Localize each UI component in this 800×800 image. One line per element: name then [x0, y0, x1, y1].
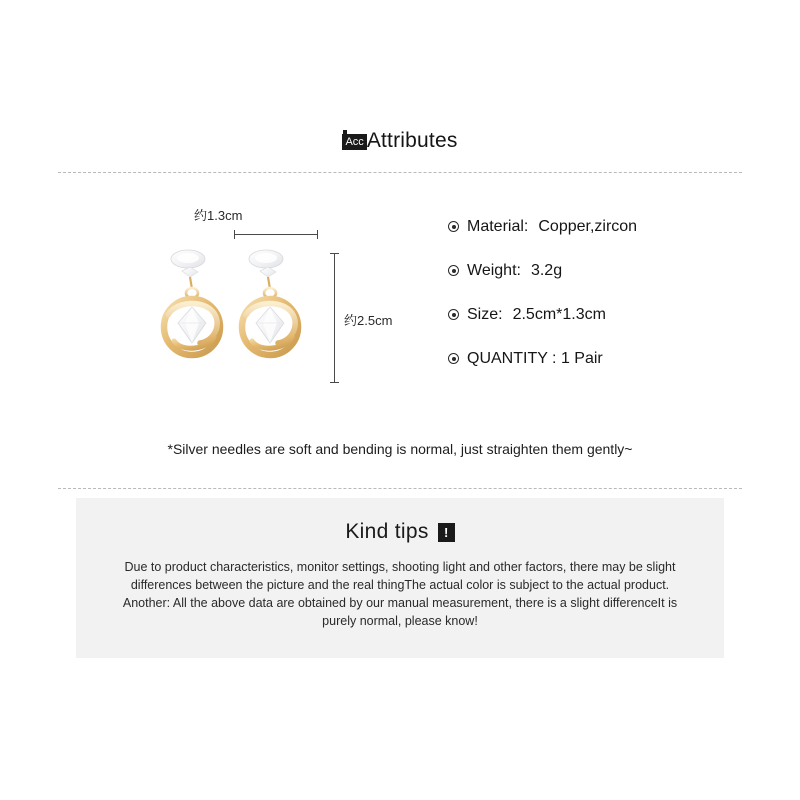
attributes-header	[0, 128, 800, 154]
attribute-row-material	[448, 218, 768, 236]
care-note: *Silver needles are soft and bending is normal, just straighten them gently~	[167, 441, 633, 457]
attribute-row-size	[448, 306, 768, 324]
attribute-label: Size:	[467, 306, 503, 323]
attribute-row-weight	[448, 262, 768, 280]
bullet-icon	[448, 221, 459, 232]
width-measure-label: 约1.3cm	[194, 208, 243, 223]
attributes-list	[448, 218, 768, 394]
kind-tips-header	[76, 498, 724, 544]
kind-tips-title: Kind tips	[345, 520, 429, 543]
attribute-value: 3.2g	[530, 262, 563, 279]
page-title: Attributes	[366, 129, 458, 152]
attribute-label: Weight:	[467, 262, 521, 279]
height-measure-label: 约2.5cm	[344, 313, 393, 328]
earrings-image	[142, 245, 322, 393]
attribute-value: 2.5cm*1.3cm	[512, 306, 606, 323]
height-measure-rule	[330, 253, 338, 383]
bullet-icon	[448, 309, 459, 320]
attribute-value: Copper,zircon	[538, 218, 638, 235]
attribute-row-quantity	[448, 350, 768, 368]
kind-tips-panel	[76, 498, 724, 658]
acc-badge: Acc	[342, 134, 366, 150]
width-measure-rule	[234, 230, 318, 238]
attribute-label: QUANTITY : 1 Pair	[467, 350, 603, 367]
attribute-label: Material:	[467, 218, 529, 235]
exclamation-icon: !	[438, 523, 455, 542]
divider-bottom	[58, 488, 742, 489]
divider-top	[58, 172, 742, 173]
product-image-area	[120, 205, 410, 425]
bullet-icon	[448, 353, 459, 364]
bullet-icon	[448, 265, 459, 276]
kind-tips-body: Due to product characteristics, monitor settings, shooting light and other factors, there may be slight differences between the picture and the real thingThe actual color is subject to the actual product. Another: All the above data are obtained by our manual measurement, there is a slight differenceIt is purely normal, please know!	[122, 560, 678, 628]
